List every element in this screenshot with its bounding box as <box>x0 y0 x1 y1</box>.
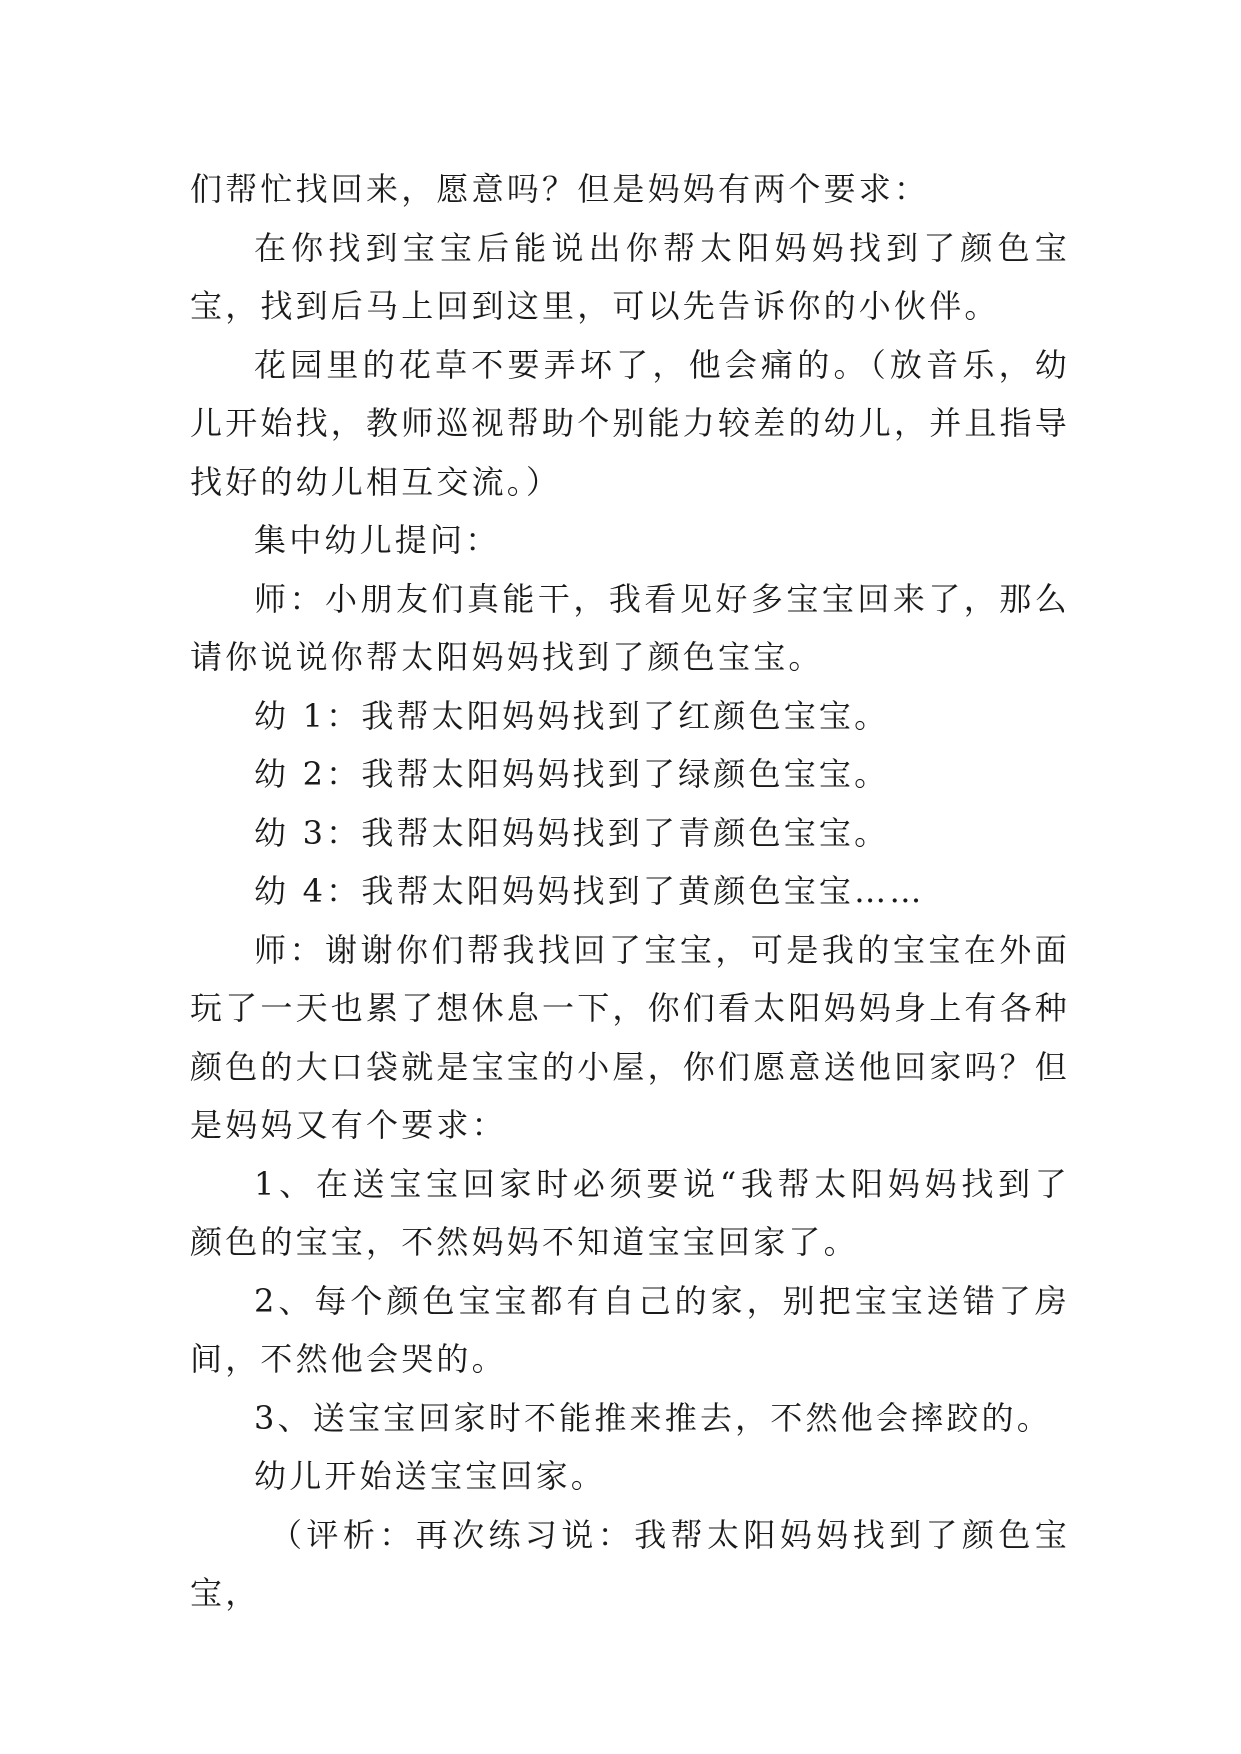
paragraph: 在你找到宝宝后能说出你帮太阳妈妈找到了颜色宝宝，找到后马上回到这里，可以先告诉你的小伙伴。 <box>190 228 1070 325</box>
teacher-question: 师：小朋友们真能干，我看见好多宝宝回来了，那么请你说说你帮太阳妈妈找到了颜色宝宝。 <box>190 579 1070 676</box>
paragraph: 们帮忙找回来，愿意吗？但是妈妈有两个要求： <box>190 170 930 208</box>
teacher-instruction: 师：谢谢你们帮我找回了宝宝，可是我的宝宝在外面玩了一天也累了想休息一下，你们看太阳妈妈身上有各种颜色的大口袋就是宝宝的小屋，你们愿意送他回家吗？但是妈妈又有个要求： <box>190 930 1071 1144</box>
child-answer: 幼 2：我帮太阳妈妈找到了绿颜色宝宝。 <box>254 755 890 793</box>
document-body <box>190 160 1070 1623</box>
paragraph: 花园里的花草不要弄坏了，他会痛的。（放音乐，幼儿开始找，教师巡视帮助个别能力较差的幼儿，并且指导找好的幼儿相互交流。） <box>190 345 1071 501</box>
rule-item: 3、送宝宝回家时不能推来推去，不然他会摔跤的。 <box>254 1398 1052 1437</box>
rule-item: 2、每个颜色宝宝都有自己的家，别把宝宝送错了房间，不然他会哭的。 <box>190 1281 1070 1378</box>
child-answer: 幼 3：我帮太阳妈妈找到了青颜色宝宝。 <box>254 813 890 852</box>
paragraph: 幼儿开始送宝宝回家。 <box>254 1457 607 1495</box>
rule-item: 1、在送宝宝回家时必须要说“我帮太阳妈妈找到了颜色的宝宝，不然妈妈不知道宝宝回家了。 <box>190 1164 1070 1261</box>
child-answer: 幼 4：我帮太阳妈妈找到了黄颜色宝宝…… <box>254 872 925 910</box>
paragraph: 集中幼儿提问： <box>254 521 501 559</box>
evaluation-note: （评析：再次练习说：我帮太阳妈妈找到了颜色宝宝， <box>190 1515 1070 1612</box>
child-answer: 幼 1：我帮太阳妈妈找到了红颜色宝宝。 <box>254 696 890 735</box>
